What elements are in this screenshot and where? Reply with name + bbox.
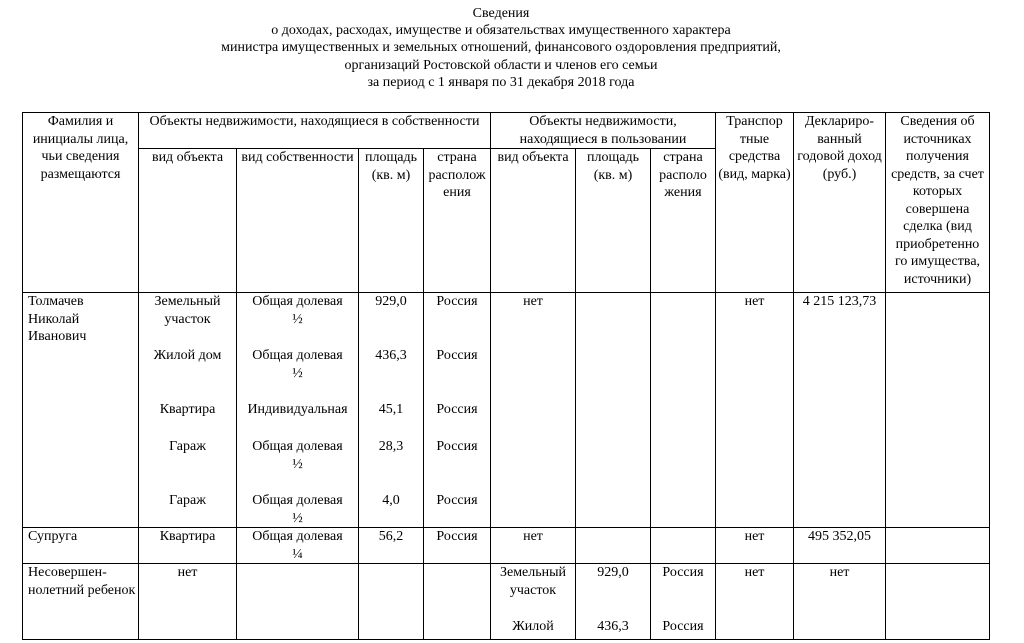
used-type-cell (491, 564, 576, 640)
used-country (651, 528, 716, 564)
owned-type: Земельный участок (154, 294, 221, 327)
header-transport: Транспор тные средства (вид, марка) (716, 113, 794, 293)
used-area-cell (576, 564, 651, 640)
owned-area: 45,1 (378, 402, 404, 417)
header-used-group: Объекты недвижимости, находящиеся в пользовании (491, 113, 716, 149)
header-sources: Сведения об источниках получения средств, за счет которых совершена сделка (вид приобретенно го имущества, источники) (886, 113, 990, 293)
ownership-kind: Общая долевая (252, 294, 343, 309)
owned-type: нет (139, 564, 237, 640)
header-owned-group: Объекты недвижимости, находящиеся в собственности (139, 113, 491, 149)
ownership-kind: Индивидуальная (247, 402, 348, 417)
transport: нет (716, 564, 794, 640)
income: нет (794, 564, 886, 640)
header-owned-area: площадь (кв. м) (359, 149, 424, 293)
ownership-kind: Общая долевая (252, 348, 343, 363)
ownership-share: ½ (292, 365, 303, 381)
owned-country: Россия (424, 528, 491, 564)
owned-type: Квартира (139, 528, 237, 564)
header-owned-ownership: вид собственности (237, 149, 359, 293)
owned-type: Квартира (159, 402, 216, 417)
sources (886, 293, 990, 528)
header-owned-country: страна располож ения (424, 149, 491, 293)
owned-country: Россия (436, 348, 478, 363)
header-line-5: за период с 1 января по 31 декабря 2018 года (367, 74, 635, 90)
ownership-share: ½ (292, 456, 303, 472)
header-line-2: о доходах, расходах, имуществе и обязательствах имущественного характера (271, 23, 731, 39)
owned-area: 56,2 (359, 528, 424, 564)
owned-ownership-cell (237, 564, 359, 640)
ownership-entry (239, 347, 356, 401)
owned-country: Россия (436, 294, 478, 309)
used-type: нет (491, 293, 576, 528)
used-country: Россия (662, 565, 704, 580)
owned-area (359, 564, 424, 640)
header-used-area: площадь (кв. м) (576, 149, 651, 293)
owned-area: 4,0 (382, 493, 400, 508)
used-area: 436,3 (597, 619, 629, 634)
owned-type: Жилой дом (153, 348, 222, 363)
owned-country: Россия (436, 402, 478, 417)
owned-type-cell (139, 293, 237, 528)
ownership-kind: Общая долевая (252, 493, 343, 508)
ownership-entry (239, 401, 356, 438)
sources (886, 564, 990, 640)
person-name: Несовершен- нолетний ребенок (23, 564, 139, 640)
used-country (651, 293, 716, 528)
owned-area: 28,3 (378, 439, 404, 454)
owned-area-cell (359, 293, 424, 528)
transport: нет (716, 293, 794, 528)
used-area (576, 528, 651, 564)
owned-country-cell (424, 293, 491, 528)
header-line-3: министра имущественных и земельных отношений, финансового оздоровления предприятий, (221, 40, 781, 56)
income: 495 352,05 (794, 528, 886, 564)
header-line-4: организаций Ростовской области и членов его семьи (344, 57, 658, 73)
header-income: Деклариро- ванный годовой доход (руб.) (794, 113, 886, 293)
ownership-entry (239, 438, 356, 492)
owned-ownership-cell (237, 293, 359, 528)
transport: нет (716, 528, 794, 564)
header-used-country: страна располо жения (651, 149, 716, 293)
owned-type: Гараж (169, 493, 206, 508)
header-owned-type: вид объекта (139, 149, 237, 293)
person-name: Толмачев Николай Иванович (23, 293, 139, 528)
ownership-entry (239, 293, 356, 347)
used-country: Россия (662, 619, 704, 634)
header-title: Сведения (472, 6, 530, 21)
ownership-kind: Общая долевая (252, 439, 343, 454)
table-row (23, 564, 990, 640)
ownership-entry (239, 492, 356, 527)
used-area (576, 293, 651, 528)
declaration-table (22, 112, 990, 640)
ownership-share: ½ (292, 311, 303, 327)
owned-type: Гараж (169, 439, 206, 454)
owned-area: 929,0 (375, 294, 407, 309)
header-person: Фамилия и инициалы лица, чьи сведения размещаются (23, 113, 139, 293)
owned-area: 436,3 (375, 348, 407, 363)
person-name: Супруга (23, 528, 139, 564)
used-type: Жилой (512, 619, 554, 634)
table-row (23, 528, 990, 564)
sources (886, 528, 990, 564)
document-header (0, 5, 1002, 91)
owned-country: Россия (436, 493, 478, 508)
used-country-cell (651, 564, 716, 640)
ownership-kind: Общая долевая (252, 529, 343, 544)
header-used-type: вид объекта (491, 149, 576, 293)
income: 4 215 123,73 (794, 293, 886, 528)
owned-country: Россия (436, 439, 478, 454)
owned-country (424, 564, 491, 640)
used-type: нет (491, 528, 576, 564)
ownership-share: ¼ (292, 546, 303, 562)
ownership-share: ½ (292, 510, 303, 526)
used-type: Земельный участок (499, 565, 567, 598)
used-area: 929,0 (597, 565, 629, 580)
table-row (23, 293, 990, 528)
owned-ownership-cell (237, 528, 359, 564)
